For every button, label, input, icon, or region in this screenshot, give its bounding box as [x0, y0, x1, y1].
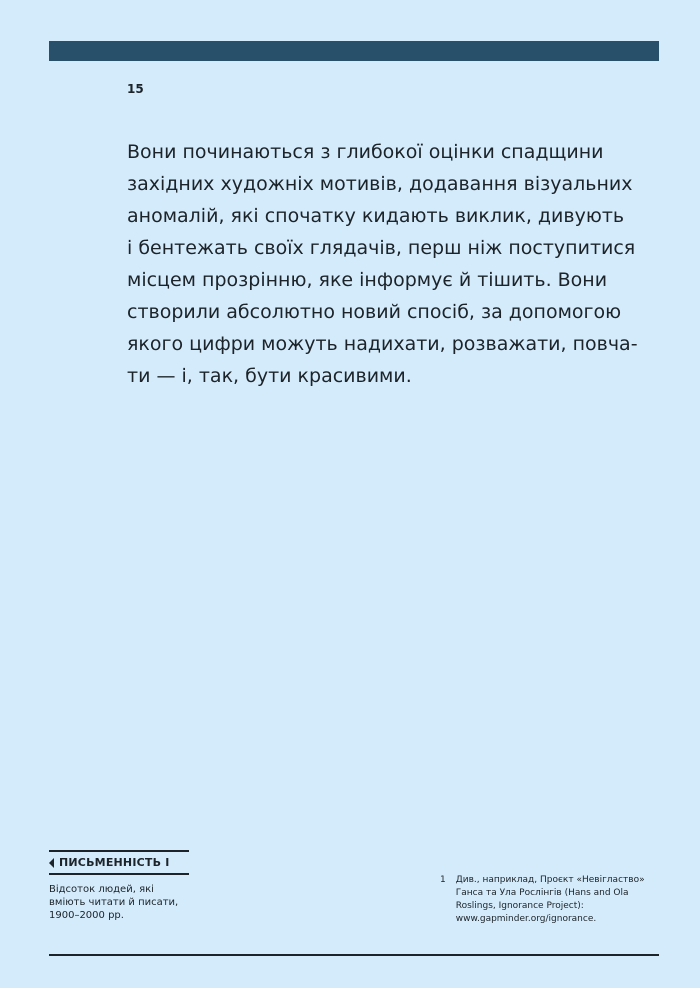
- sidebar-description-line: 1900–2000 рр.: [49, 910, 124, 921]
- sidebar-heading[interactable]: [49, 852, 189, 875]
- body-line: аномалій, які спочатку кидають виклик, дивують: [127, 205, 625, 227]
- sidebar-description-line: Відсоток людей, які: [49, 884, 154, 895]
- body-line: західних художніх мотивів, додавання візуальних: [127, 173, 633, 195]
- footnote-line: Roslings, Ignorance Project):: [455, 901, 584, 911]
- triangle-left-icon: [49, 858, 54, 868]
- body-paragraph: [127, 136, 657, 392]
- body-line: створили абсолютно новий спосіб, за допомогою: [127, 301, 622, 323]
- footnote-text: [456, 874, 645, 926]
- bottom-rule: [49, 954, 659, 956]
- body-line: ти — і, так, бути красивими.: [127, 365, 412, 387]
- footnote: [440, 874, 658, 926]
- sidebar-description-line: вміють читати й писати,: [49, 897, 179, 908]
- body-line: Вони починаються з глибокої оцінки спадщини: [127, 141, 604, 163]
- sidebar-note: [49, 850, 189, 922]
- footnote-line: Ганса та Ула Рослінгів (Hans and Ola: [455, 888, 629, 898]
- footnote-link[interactable]: www.gapminder.org/ignorance.: [455, 914, 597, 924]
- page-number: 15: [127, 82, 144, 96]
- footnote-number: 1: [440, 875, 446, 885]
- body-line: місцем прозрінню, яке інформує й тішить. Вони: [127, 269, 608, 291]
- sidebar-description: [49, 883, 189, 922]
- top-color-bar: [49, 41, 659, 61]
- footnote-line: Див., наприклад, Проєкт «Невігластво»: [455, 875, 645, 885]
- body-line: якого цифри можуть надихати, розважати, повча-: [127, 333, 638, 355]
- sidebar-heading-label: ПИСЬМЕННІСТЬ І: [59, 856, 170, 869]
- body-line: і бентежать своїх глядачів, перш ніж поступитися: [127, 237, 636, 259]
